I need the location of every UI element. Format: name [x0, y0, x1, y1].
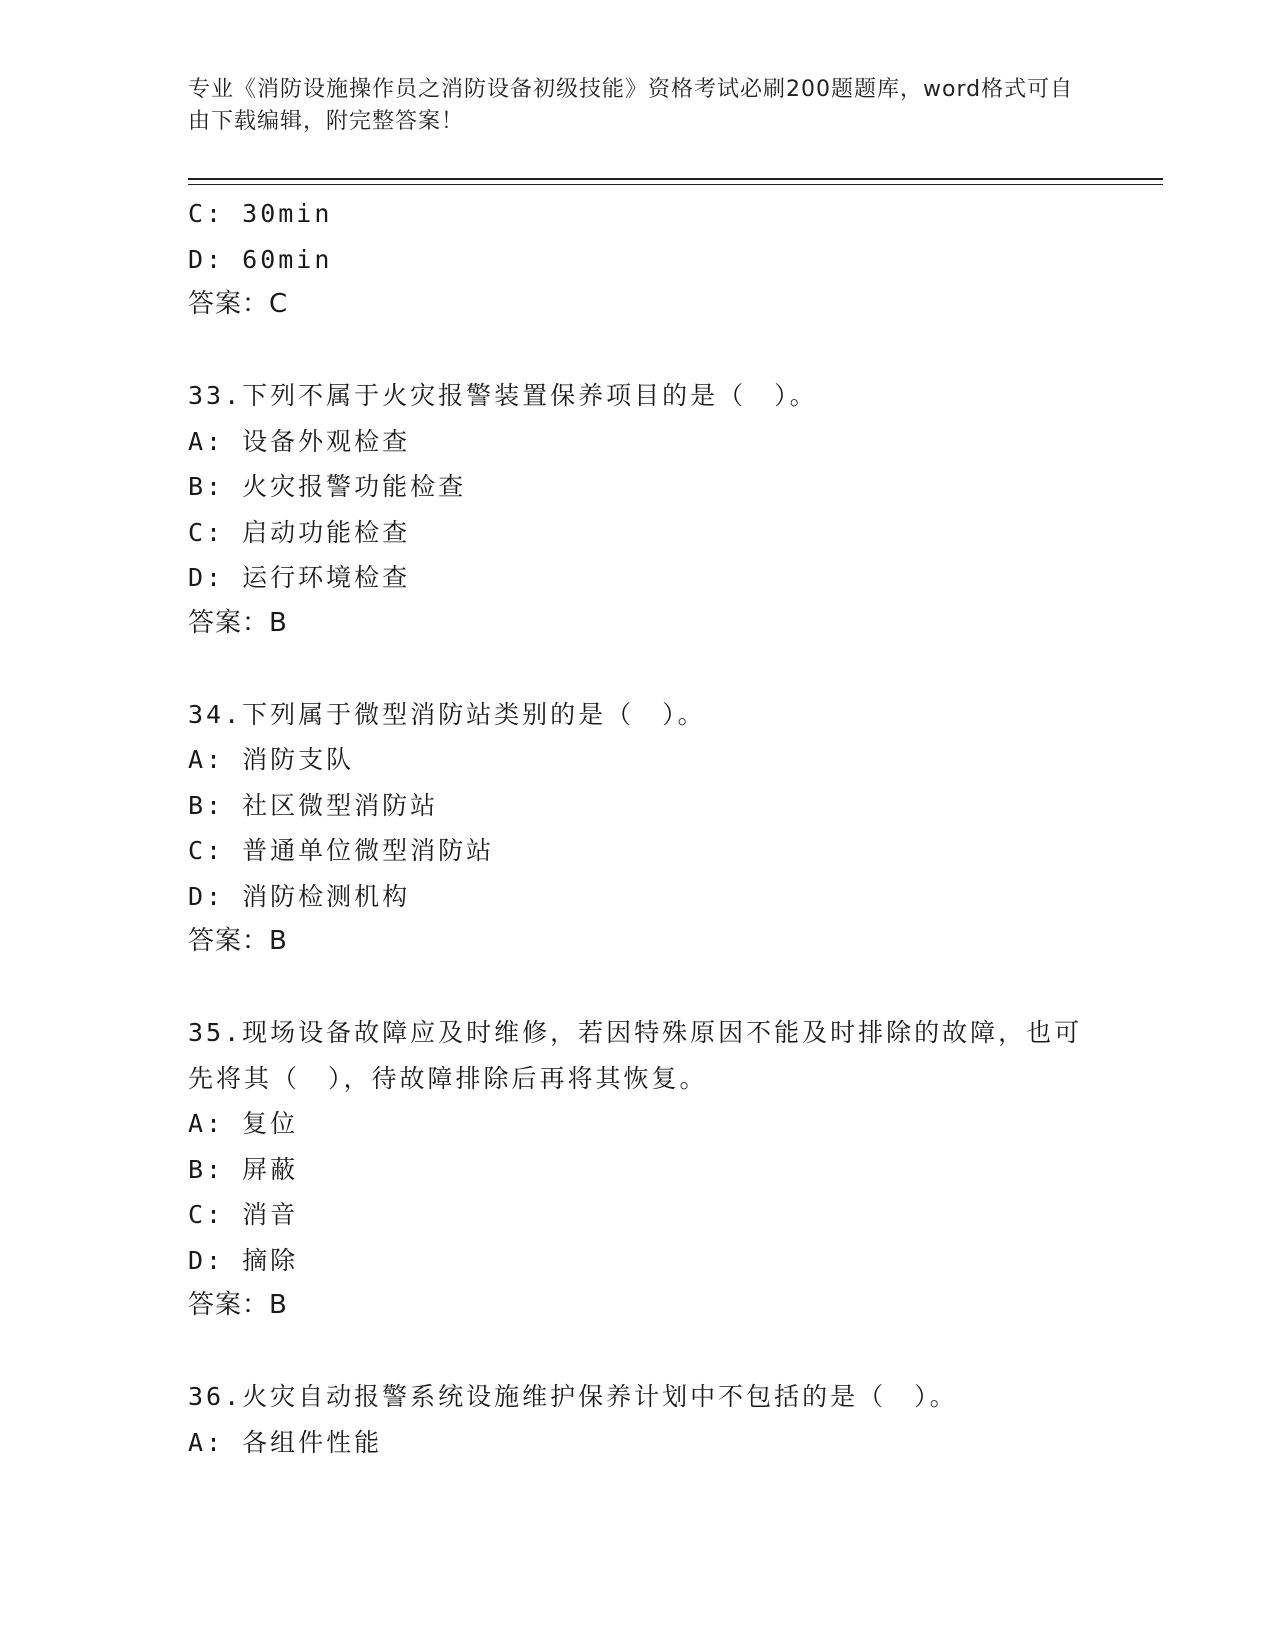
question-list: [188, 191, 1088, 1465]
option-c: C: 启动功能检查: [188, 517, 411, 547]
question-block-33: [188, 373, 1088, 646]
option-a: A: 复位: [188, 1109, 299, 1138]
option-c: C: 30min: [188, 199, 333, 228]
question-text: 33.下列不属于火灾报警装置保养项目的是（ ）。: [188, 381, 818, 410]
option-a: A: 各组件性能: [188, 1427, 383, 1457]
spacer: [188, 328, 1088, 374]
question-block-32: [188, 191, 1088, 328]
question-block-36: [188, 1374, 1088, 1465]
answer-line: 答案：B: [188, 926, 288, 956]
question-block-34: [188, 692, 1088, 965]
question-block-35: [188, 1010, 1088, 1329]
document-header: 专业《消防设施操作员之消防设备初级技能》资格考试必刷200题题库，word格式可自由下载编辑，附完整答案！: [188, 77, 1074, 134]
option-c: C: 普通单位微型消防站: [188, 836, 495, 865]
question-text: 36.火灾自动报警系统设施维护保养计划中不包括的是（ ）。: [188, 1382, 958, 1411]
option-b: B: 社区微型消防站: [188, 790, 439, 820]
option-b: B: 火灾报警功能检查: [188, 472, 467, 501]
option-d: D: 运行环境检查: [188, 563, 411, 592]
option-a: A: 设备外观检查: [188, 426, 411, 456]
spacer: [188, 1329, 1088, 1375]
option-d: D: 消防检测机构: [188, 881, 411, 911]
question-text: 35.现场设备故障应及时维修，若因特殊原因不能及时排除的故障，也可先将其（ ），待故障排除后再将其恢复。: [188, 1018, 1083, 1093]
answer-line: 答案：C: [188, 289, 289, 319]
option-c: C: 消音: [188, 1200, 299, 1229]
header-rule-thick: [188, 178, 1163, 180]
question-text: 34.下列属于微型消防站类别的是（ ）。: [188, 699, 706, 729]
option-d: D: 摘除: [188, 1245, 299, 1275]
answer-line: 答案：B: [188, 607, 288, 638]
spacer: [188, 646, 1088, 692]
option-a: A: 消防支队: [188, 745, 355, 774]
option-d: D: 60min: [188, 244, 333, 274]
spacer: [188, 965, 1088, 1011]
option-b: B: 屏蔽: [188, 1154, 299, 1184]
answer-line: 答案：B: [188, 1290, 288, 1320]
header-rule-thin: [188, 184, 1163, 185]
